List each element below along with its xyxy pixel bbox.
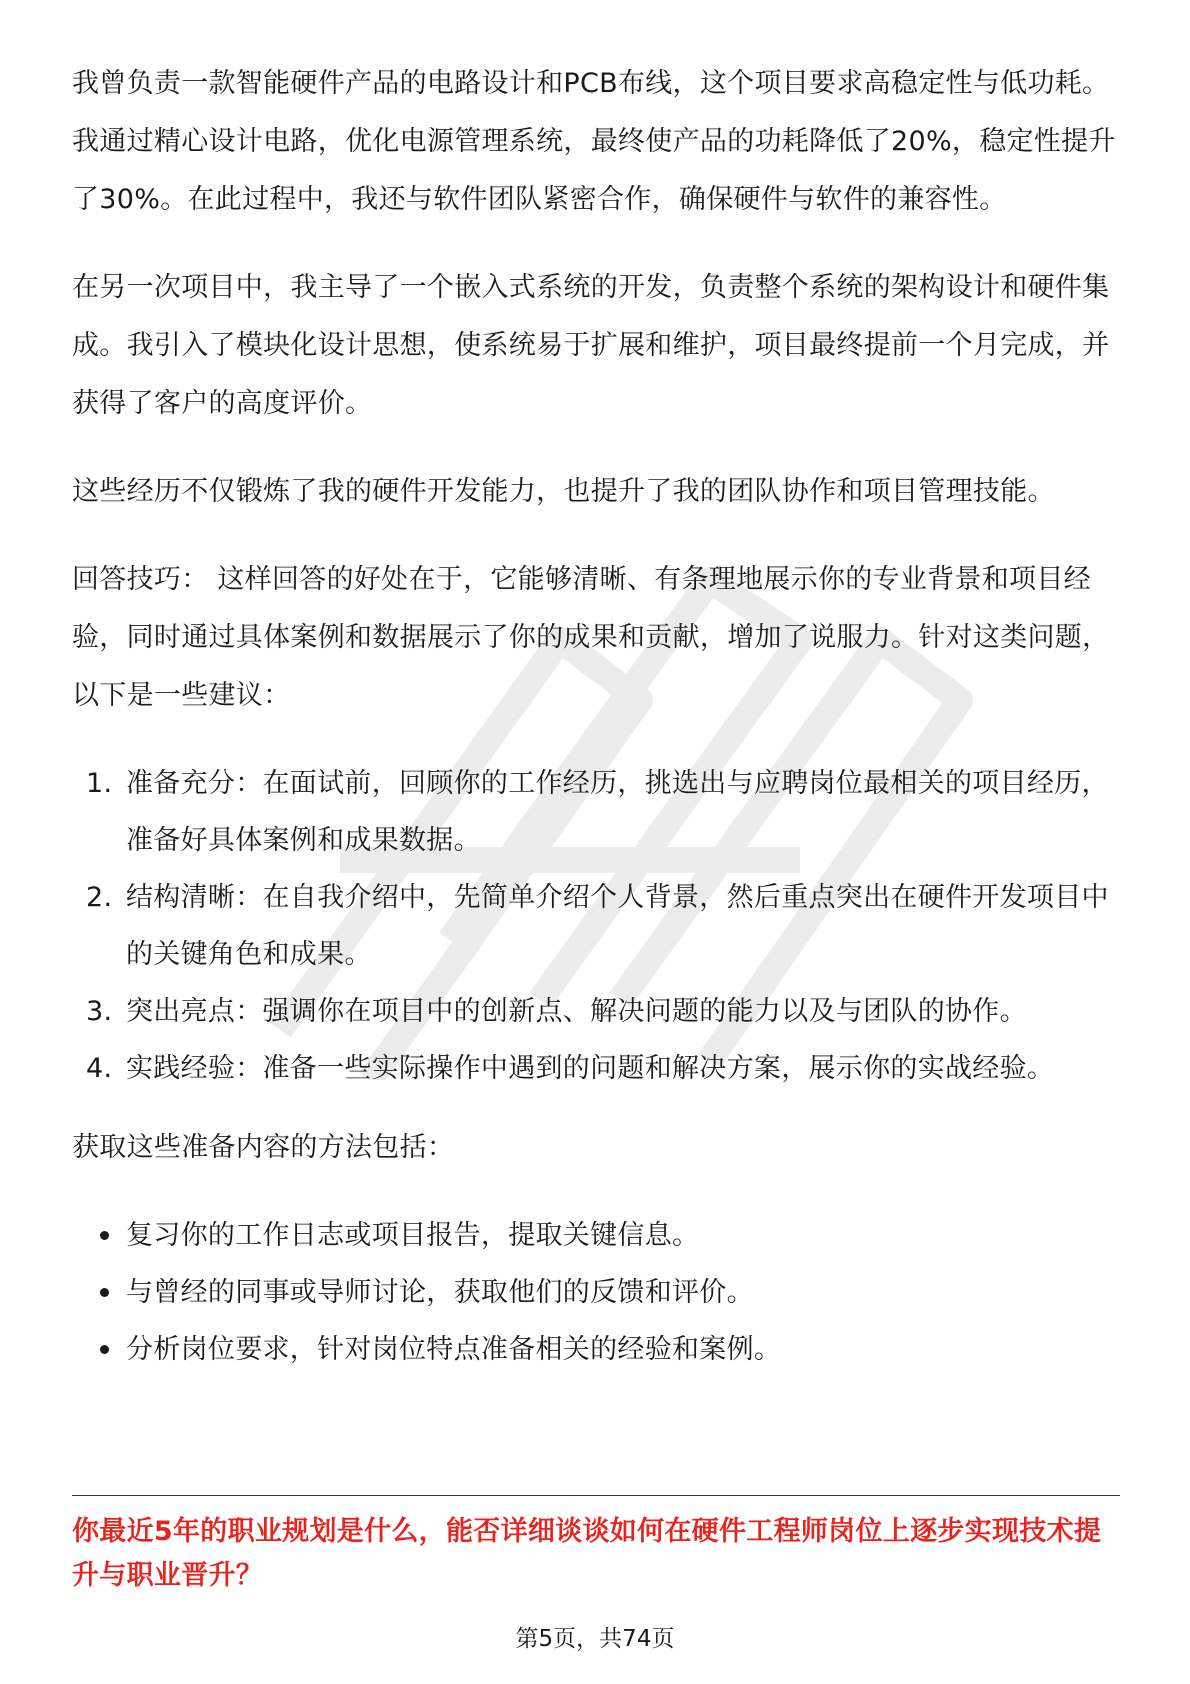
bullet-icon <box>100 1231 109 1240</box>
list-number: 3. <box>86 996 113 1027</box>
list-number: 2. <box>86 882 113 913</box>
list-item <box>72 1321 1120 1378</box>
paragraph: 这些经历不仅锻炼了我的硬件开发能力，也提升了我的团队协作和项目管理技能。 <box>72 476 1055 507</box>
list-item <box>72 983 1120 1040</box>
tips-list <box>72 755 1120 1097</box>
list-item <box>72 1040 1120 1097</box>
list-item-text: 准备充分：在面试前，回顾你的工作经历，挑选出与应聘岗位最相关的项目经历，准备好具体案例和成果数据。 <box>126 768 1109 856</box>
list-item-text: 与曾经的同事或导师讨论，获取他们的反馈和评价。 <box>126 1277 754 1308</box>
section-divider <box>72 1495 1120 1496</box>
next-question-heading: 你最近5年的职业规划是什么，能否详细谈谈如何在硬件工程师岗位上逐步实现技术提升与职业晋升？ <box>72 1516 1102 1591</box>
paragraph: 我曾负责一款智能硬件产品的电路设计和PCB布线，这个项目要求高稳定性与低功耗。我通过精心设计电路，优化电源管理系统，最终使产品的功耗降低了20%，稳定性提升了30%。在此过程中，我还与软件团队紧密合作，确保硬件与软件的兼容性。 <box>72 68 1116 215</box>
list-item <box>72 869 1120 983</box>
list-item <box>72 755 1120 869</box>
bullet-icon <box>100 1288 109 1297</box>
page-content <box>72 55 1120 1400</box>
paragraph: 在另一次项目中，我主导了一个嵌入式系统的开发，负责整个系统的架构设计和硬件集成。我引入了模块化设计思想，使系统易于扩展和维护，项目最终提前一个月完成，并获得了客户的高度评价。 <box>72 272 1110 419</box>
list-item-text: 分析岗位要求，针对岗位特点准备相关的经验和案例。 <box>126 1334 782 1365</box>
methods-intro: 获取这些准备内容的方法包括： <box>72 1132 455 1163</box>
answer-tips-paragraph: 回答技巧： 这样回答的好处在于，它能够清晰、有条理地展示你的专业背景和项目经验，同时通过具体案例和数据展示了你的成果和贡献，增加了说服力。针对这类问题，以下是一些建议： <box>72 564 1110 711</box>
list-number: 4. <box>86 1053 113 1084</box>
list-item <box>72 1207 1120 1264</box>
page-footer: 第5页，共74页 <box>515 1626 675 1652</box>
list-item-text: 实践经验：准备一些实际操作中遇到的问题和解决方案，展示你的实战经验。 <box>126 1053 1055 1084</box>
list-number: 1. <box>86 768 113 799</box>
methods-list <box>72 1207 1120 1378</box>
list-item-text: 突出亮点：强调你在项目中的创新点、解决问题的能力以及与团队的协作。 <box>126 996 1027 1027</box>
list-item <box>72 1264 1120 1321</box>
bullet-icon <box>100 1345 109 1354</box>
list-item-text: 复习你的工作日志或项目报告，提取关键信息。 <box>126 1220 700 1251</box>
list-item-text: 结构清晰：在自我介绍中，先简单介绍个人背景，然后重点突出在硬件开发项目中的关键角色和成果。 <box>126 882 1109 970</box>
